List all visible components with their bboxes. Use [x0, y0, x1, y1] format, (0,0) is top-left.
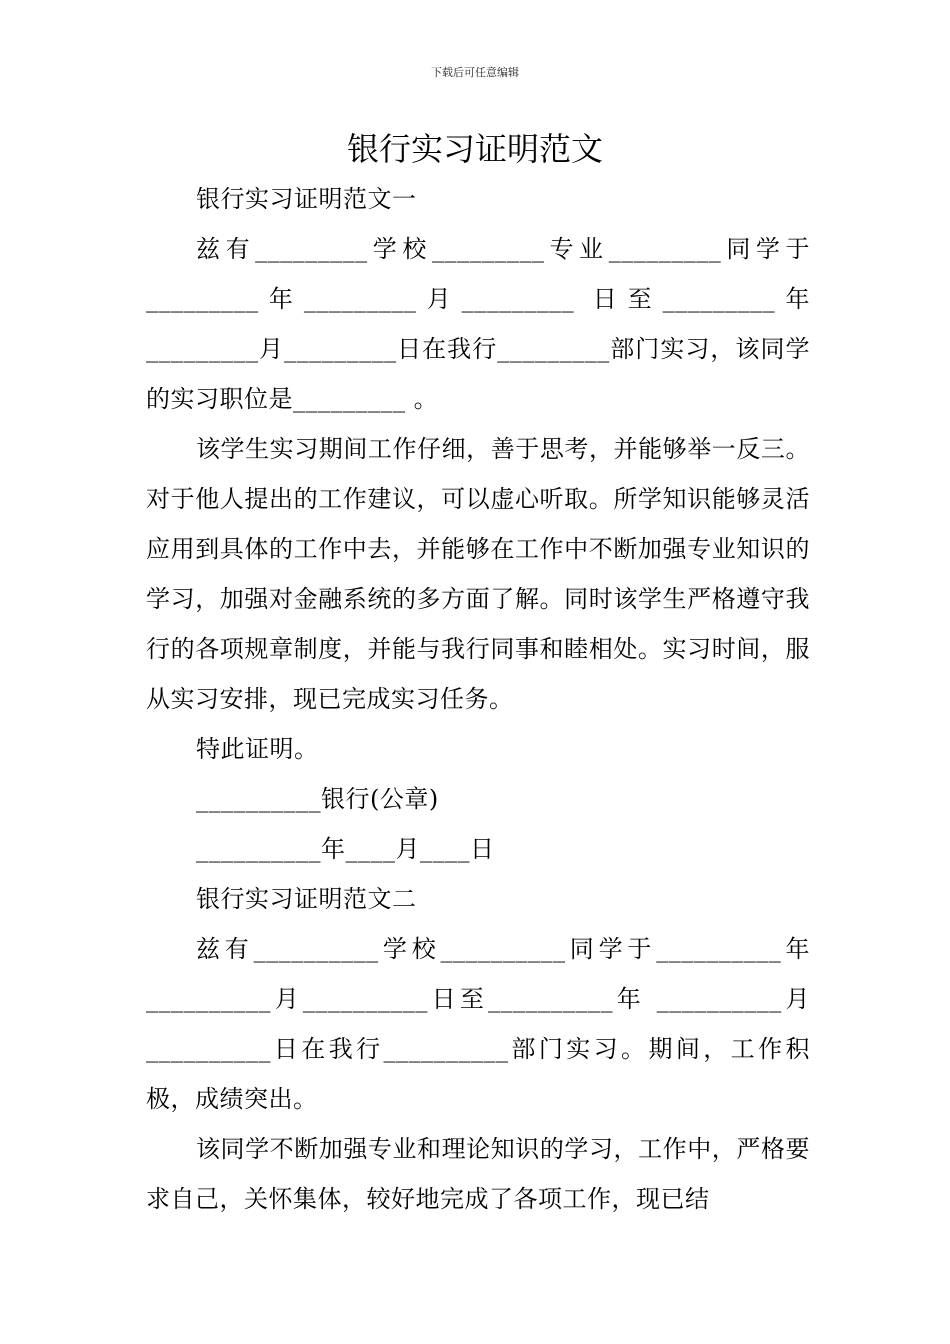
document-title: 银行实习证明范文 — [346, 130, 603, 168]
body-paragraph: 该同学不断加强专业和理论知识的学习，工作中，严格要求自己，关怀集体，较好地完成了各项工作，现已结 — [146, 1135, 810, 1213]
section-heading-1: 银行实习证明范文一 — [196, 185, 417, 213]
section-heading-2: 银行实习证明范文二 — [196, 885, 417, 913]
body-paragraph: 兹有__________学校__________同学于__________年__________月__________日至__________年 __________月__________日在我行__________部门实习。期间，工作积极，成绩突出。 — [146, 935, 810, 1113]
date-line: __________年____月____日 — [196, 835, 495, 863]
signature-line: __________银行(公章) — [196, 785, 439, 813]
document-body — [146, 174, 810, 1224]
closing-statement: 特此证明。 — [196, 735, 319, 763]
header-note: 下载后可任意编辑 — [431, 66, 519, 79]
body-paragraph: 该学生实习期间工作仔细，善于思考，并能够举一反三。对于他人提出的工作建议，可以虚心听取。所学知识能够灵活应用到具体的工作中去，并能够在工作中不断加强专业知识的学习，加强对金融系统的多方面了解。同时该学生严格遵守我行的各项规章制度，并能与我行同事和睦相处。实习时间，服从实习安排，现已完成实习任务。 — [146, 435, 810, 713]
body-paragraph: 兹有_________学校_________专业_________同学于_________年_________月_________ 日至_________年_________月_________日在我行_________部门实习，该同学的实习职位是_________ 。 — [146, 235, 810, 413]
